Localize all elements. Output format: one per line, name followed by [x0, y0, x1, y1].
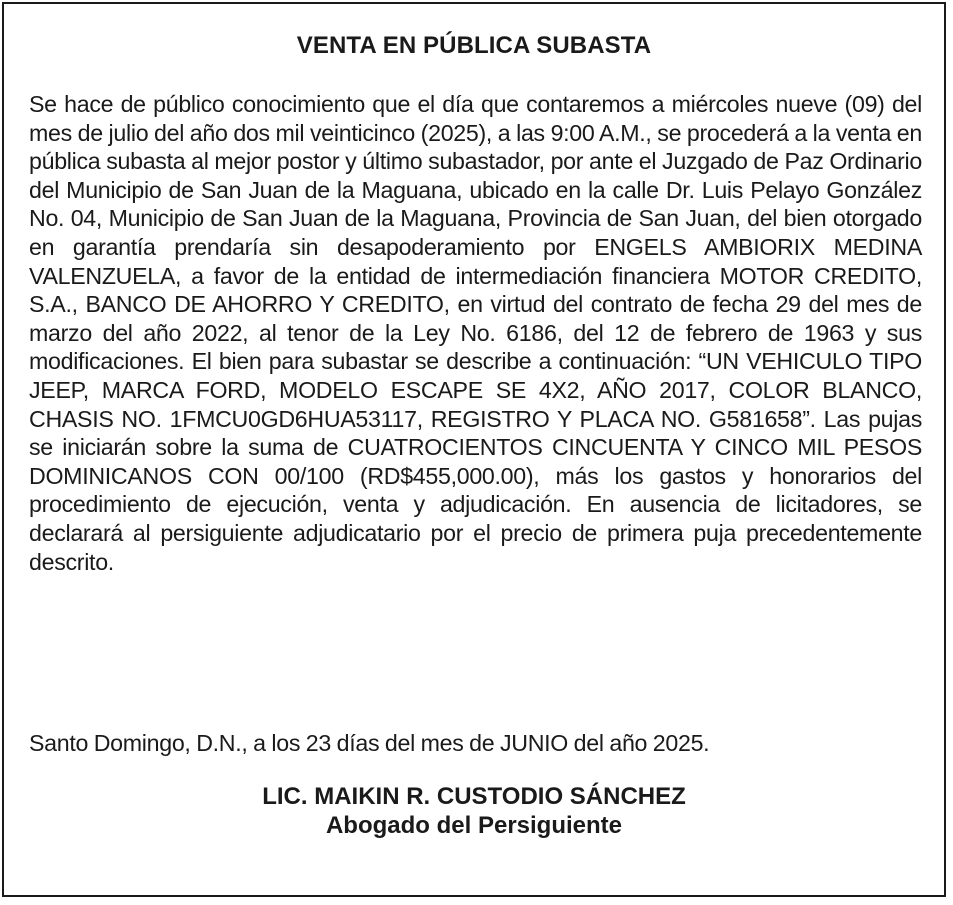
notice-body: Se hace de público conocimiento que el día que contaremos a miércoles nueve (09) del mes de julio del año dos mil veinticinco (2025), a las 9:00 A.M., se procederá a la venta en pública subasta al mejor postor y último subastador, por ante el Juzgado de Paz Ordinario del Municipio de San Juan de la Maguana, ubicado en la calle Dr. Luis Pelayo González No. 04, Municipio de San Juan de la Maguana, Provincia de San Juan, del bien otorgado en garantía prendaría sin desapoderamiento por ENGELS AMBIORIX MEDINA VALENZUELA, a favor de la entidad de intermediación financiera MOTOR CREDITO, S.A., BANCO DE AHORRO Y CREDITO, en virtud del contrato de fecha 29 del mes de marzo del año 2022, al tenor de la Ley No. 6186, del 12 de febrero de 1963 y sus modificaciones. El bien para subastar se describe a continuación: “UN VEHICULO TIPO JEEP, MARCA FORD, MODELO ESCAPE SE 4X2, AÑO 2017, COLOR BLANCO, CHASIS NO. 1FMCU0GD6HUA53117, REGISTRO Y PLACA NO. G581658”. Las pujas se iniciarán sobre la suma de CUATROCIENTOS CINCUENTA Y CINCO MIL PESOS DOMINICANOS CON 00/100 (RD$455,000.00), más los gastos y honorarios del procedimiento de ejecución, venta y adjudicación. En ausencia de licitadores, se declarará al persiguiente adjudicatario por el precio de primera puja precedentemente descrito.: [29, 91, 922, 575]
notice-date-line: Santo Domingo, D.N., a los 23 días del mes de JUNIO del año 2025.: [29, 730, 710, 756]
signer-name: LIC. MAIKIN R. CUSTODIO SÁNCHEZ: [262, 783, 686, 810]
notice-title: VENTA EN PÚBLICA SUBASTA: [296, 32, 652, 59]
signer-role: Abogado del Persiguiente: [325, 812, 623, 839]
signature-block: [4, 782, 944, 840]
legal-notice: [2, 2, 946, 897]
